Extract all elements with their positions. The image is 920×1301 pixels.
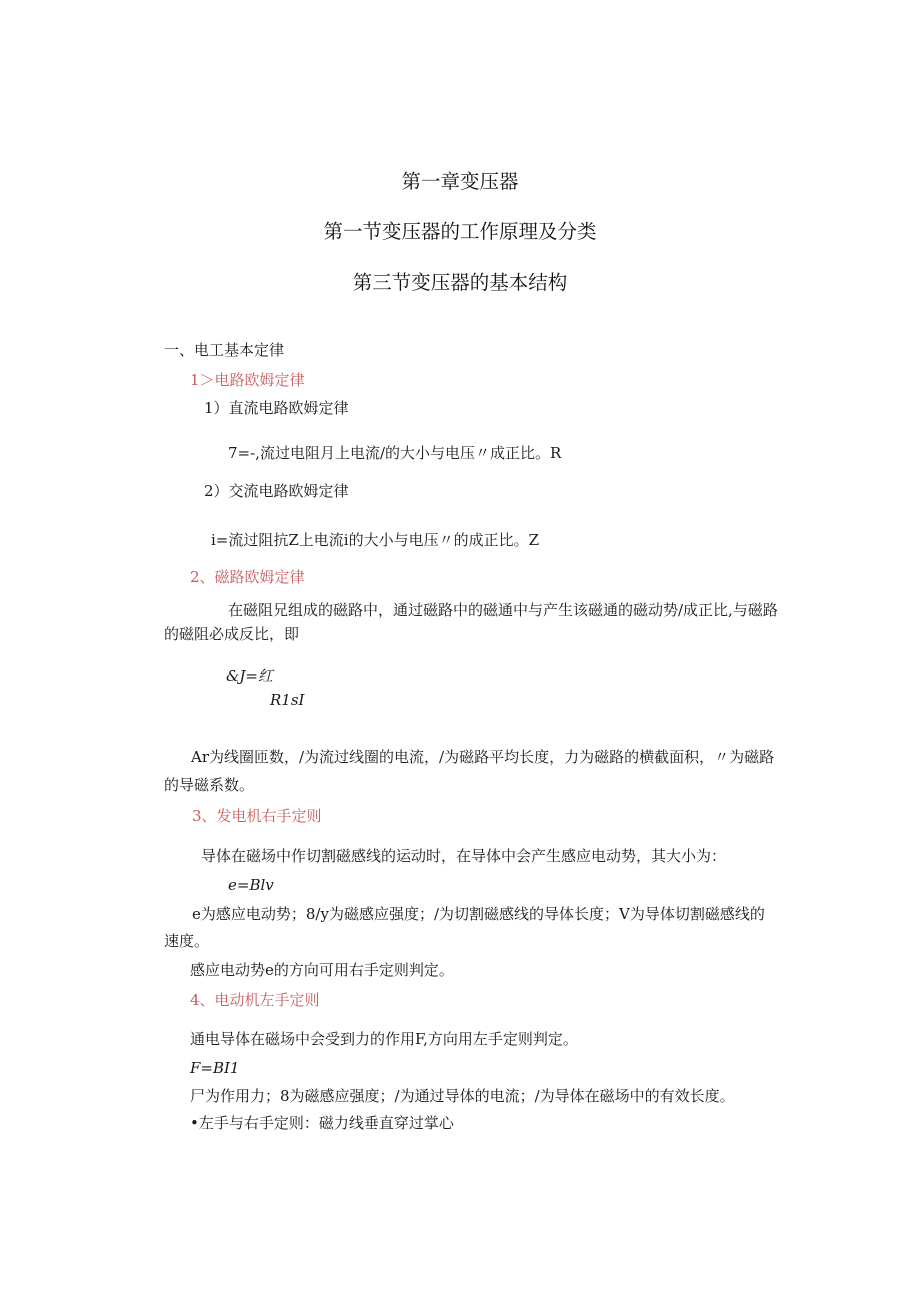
hand-rule-bullet: •左手与右手定则：磁力线垂直穿过掌心 [190,1114,454,1132]
circuit-ohm-law-heading: 1＞电路欧姆定律 [190,371,305,389]
magnetic-formula-top: &J=红 [226,667,273,685]
magnetic-description-line-2: 的导磁系数。 [164,776,255,794]
magnetic-formula-bottom: R1sI [270,691,305,709]
generator-direction-note: 感应电动势e的方向可用右手定则判定。 [190,961,454,979]
magnetic-paragraph-line-1: 在磁阻兄组成的磁路中，通过磁路中的磁通中与产生该磁通的磁动势/成正比,与磁路 [228,601,778,619]
motor-rule-heading: 4、电动机左手定则 [190,991,320,1009]
dc-ohm-law-title: 1）直流电路欧姆定律 [204,399,349,417]
ac-ohm-law-title: 2）交流电路欧姆定律 [204,482,349,500]
magnetic-ohm-law-heading: 2、磁路欧姆定律 [190,568,305,586]
chapter-title: 第一章变压器 [401,170,519,193]
section-3-title: 第三节变压器的基本结构 [352,271,568,294]
generator-description-line-2: 速度。 [164,932,210,950]
magnetic-paragraph-line-2: 的磁阻必成反比，即 [164,625,300,643]
motor-description: 尸为作用力；8为磁感应强度；/为通过导体的电流；/为导体在磁场中的有效长度。 [190,1087,735,1105]
generator-rule-paragraph: 导体在磁场中作切割磁感线的运动时，在导体中会产生感应电动势，其大小为： [201,847,727,865]
motor-rule-paragraph: 通电导体在磁场中会受到力的作用F,方向用左手定则判定。 [190,1030,578,1048]
ac-ohm-law-text: i=流过阻抗Z上电流i的大小与电压〃的成正比。Z [211,531,540,549]
generator-rule-heading: 3、发电机右手定则 [192,807,322,825]
generator-description-line-1: e为感应电动势；8/y为磁感应强度；/为切割磁感线的导体长度；V为导体切割磁感线的 [192,905,765,923]
generator-formula: e=Blv [228,876,274,894]
part-1-heading: 一、电工基本定律 [164,341,285,359]
magnetic-description-line-1: Ar为线圈匝数，/为流过线圈的电流，/为磁路平均长度，力为磁路的横截面积，〃为磁路 [191,748,775,766]
section-1-title: 第一节变压器的工作原理及分类 [323,220,597,243]
dc-ohm-law-text: 7=-,流过电阻月上电流/的大小与电压〃成正比。R [228,444,562,462]
motor-formula: F=BI1 [190,1059,240,1077]
